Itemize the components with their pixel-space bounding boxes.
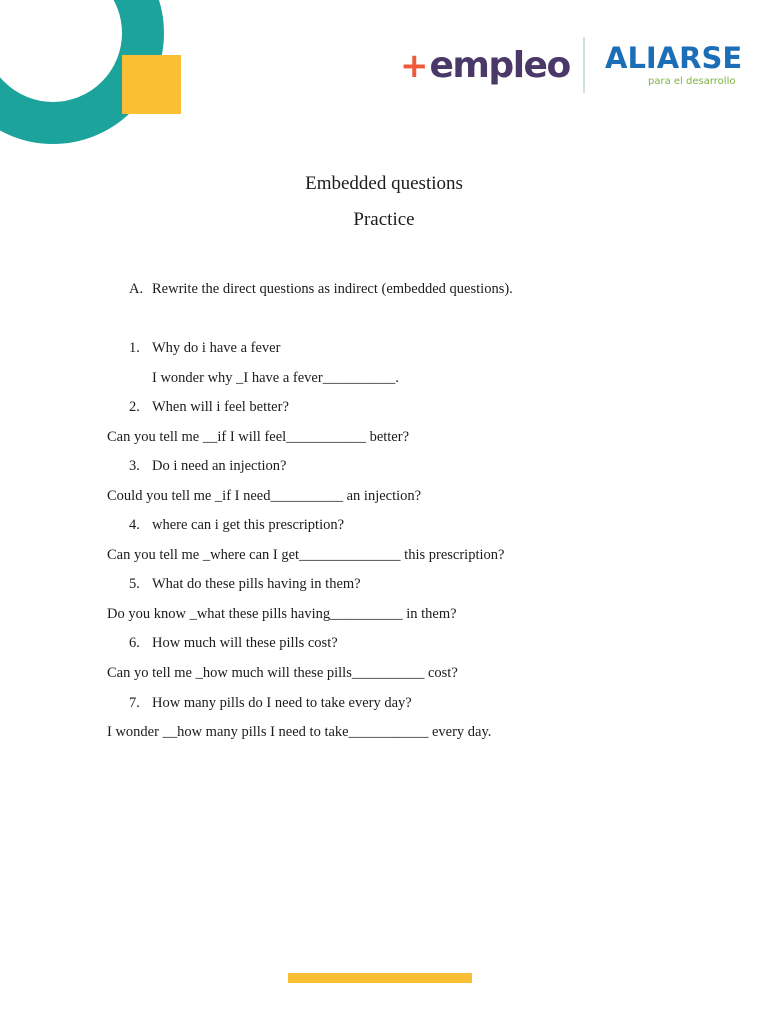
section-marker: A. bbox=[129, 281, 144, 297]
empleo-logo bbox=[400, 40, 570, 92]
decorative-yellow-square bbox=[122, 55, 181, 114]
question-item bbox=[129, 457, 286, 475]
answer-line: Could you tell me _if I need__________ an injection? bbox=[107, 488, 422, 504]
document-subtitle: Practice bbox=[353, 209, 415, 230]
question-text: How much will these pills cost? bbox=[152, 635, 338, 651]
section-instruction bbox=[129, 280, 513, 298]
question-text: where can i get this prescription? bbox=[152, 517, 345, 533]
answer-line: Can yo tell me _how much will these pills__________ cost? bbox=[107, 665, 458, 681]
question-text: Why do i have a fever bbox=[152, 340, 281, 356]
answer-line: Can you tell me _where can I get______________ this prescription? bbox=[107, 547, 505, 563]
answer-line: I wonder __how many pills I need to take___________ every day. bbox=[107, 724, 492, 740]
empleo-logo-word: empleo bbox=[429, 45, 570, 86]
empleo-logo-plus: + bbox=[400, 46, 429, 86]
question-text: Do i need an injection? bbox=[152, 458, 287, 474]
answer-line: Do you know _what these pills having__________ in them? bbox=[107, 606, 457, 622]
question-text: What do these pills having in them? bbox=[152, 576, 361, 592]
question-item bbox=[129, 516, 344, 534]
answer-line: Can you tell me __if I will feel___________ better? bbox=[107, 429, 410, 445]
question-number: 1. bbox=[129, 340, 140, 356]
aliarse-logo-tagline: para el desarrollo bbox=[648, 76, 736, 87]
question-item bbox=[129, 339, 280, 357]
aliarse-logo-name: ALIARSE bbox=[605, 41, 743, 75]
answer-line: I wonder why _I have a fever__________. bbox=[152, 370, 399, 386]
question-item bbox=[129, 694, 412, 712]
question-number: 2. bbox=[129, 399, 140, 415]
aliarse-logo bbox=[605, 41, 745, 87]
footer-accent-bar bbox=[288, 973, 472, 983]
question-text: When will i feel better? bbox=[152, 399, 289, 415]
question-item bbox=[129, 575, 361, 593]
question-text: How many pills do I need to take every day? bbox=[152, 695, 412, 711]
question-number: 5. bbox=[129, 576, 140, 592]
question-number: 4. bbox=[129, 517, 140, 533]
question-item bbox=[129, 398, 289, 416]
logo-divider bbox=[583, 37, 585, 93]
question-number: 3. bbox=[129, 458, 140, 474]
question-item bbox=[129, 634, 338, 652]
question-number: 7. bbox=[129, 695, 140, 711]
document-title: Embedded questions bbox=[305, 173, 463, 194]
section-instruction-text: Rewrite the direct questions as indirect (embedded questions). bbox=[152, 281, 513, 297]
question-number: 6. bbox=[129, 635, 140, 651]
